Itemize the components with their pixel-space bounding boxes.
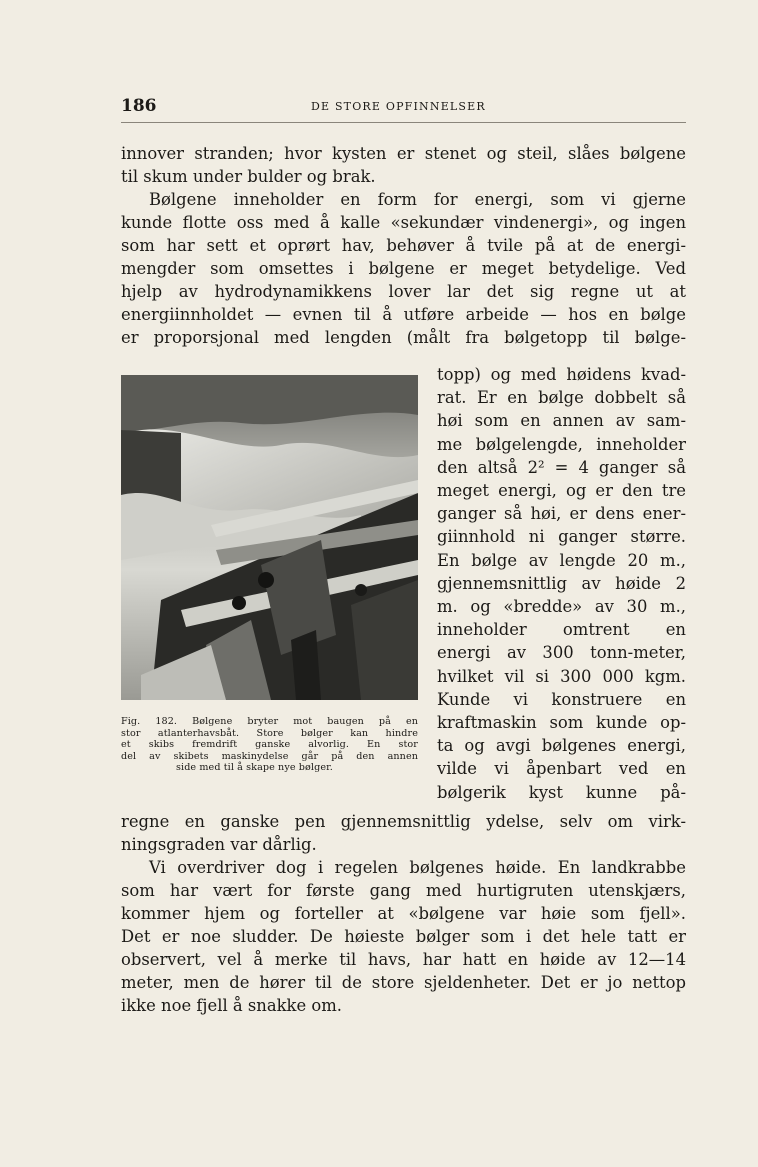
text-line: som har vært for første gang med hurtigruten utenskjærs, [121,881,686,900]
running-title: DE STORE OPFINNELSER [311,100,486,113]
body-text-bottom [121,810,686,1017]
text-line: meter, men de hører til de store sjeldenheter. Det er jo nettop [121,973,686,992]
text-line: vilde vi åpenbart ved en [437,759,686,779]
header-rule [121,122,686,123]
text-line: topp) og med høidens kvad- [437,365,686,384]
text-line: ta og avgi bølgenes energi, [437,736,686,756]
caption-line: del av skibets maskinydelse går på den annen [121,750,418,762]
text-line: giinnhold ni ganger større. [437,527,686,547]
text-line: Vi overdriver dog i regelen bølgenes høide. En landkrabbe [149,858,686,877]
text-line: mengder som omsettes i bølgene er meget betydelige. Ved [121,259,686,278]
text-line: kraftmaskin som kunde op- [437,713,686,733]
caption-line: stor atlanterhavsbåt. Store bølger kan hindre [121,727,418,739]
text-line: Det er noe sludder. De høieste bølger som i det hele tatt er [121,927,686,946]
text-line: inneholder omtrent en [437,620,686,640]
text-line: Bølgene inneholder en form for energi, som vi gjerne [149,190,686,209]
text-line: rat. Er en bølge dobbelt så [437,388,686,408]
text-line: me bølgelengde, inneholder [437,434,686,454]
text-line: kunde flotte oss med å kalle «sekundær vindenergi», og ingen [121,213,686,232]
text-line: bølgerik kyst kunne på- [437,782,686,802]
ship-wave-photo [121,375,418,700]
text-line: observert, vel å merke til havs, har hatt en høide av 12—14 [121,950,686,969]
text-line: til skum under bulder og brak. [121,167,376,186]
body-text-beside-figure [437,363,686,804]
text-line: meget energi, og er den tre [437,481,686,501]
text-line: ganger så høi, er dens ener- [437,504,686,524]
page-number: 186 [121,96,157,116]
text-line: energiinnholdet — evnen til å utføre arbeide — hos en bølge [121,305,686,324]
caption-line: side med til å skape nye bølger. [176,762,333,774]
text-line: kommer hjem og forteller at «bølgene var høie som fjell». [121,904,686,923]
figure-caption [121,716,418,774]
text-line: energi av 300 tonn-meter, [437,643,686,663]
text-line: er proporsjonal med lengden (målt fra bølgetopp til bølge- [121,328,686,347]
text-line: Kunde vi konstruere en [437,689,686,709]
text-line: innover stranden; hvor kysten er stenet og steil, slåes bølgene [121,144,686,163]
text-line: hvilket vil si 300 000 kgm. [437,666,686,686]
caption-line: Fig. 182. Bølgene bryter mot baugen på en [121,716,418,727]
page-header [121,96,686,118]
text-line: En bølge av lengde 20 m., [437,550,686,570]
text-line: m. og «bredde» av 30 m., [437,597,686,617]
text-line: hjelp av hydrodynamikkens lover lar det sig regne ut at [121,282,686,301]
text-line: ikke noe fjell å snakke om. [121,996,343,1015]
body-text-top [121,142,686,349]
photo-illustration [121,375,418,700]
text-line: den altså 2² = 4 ganger så [437,457,686,477]
text-line: ningsgraden var dårlig. [121,835,317,854]
caption-line: et skibs fremdrift ganske alvorlig. En stor [121,739,418,751]
text-line: høi som en annen av sam- [437,411,686,431]
text-line: regne en ganske pen gjennemsnittlig ydelse, selv om virk- [121,812,686,831]
text-line: som har sett et oprørt hav, behøver å tvile på at de energi- [121,236,686,255]
text-line: gjennemsnittlig av høide 2 [437,573,686,593]
